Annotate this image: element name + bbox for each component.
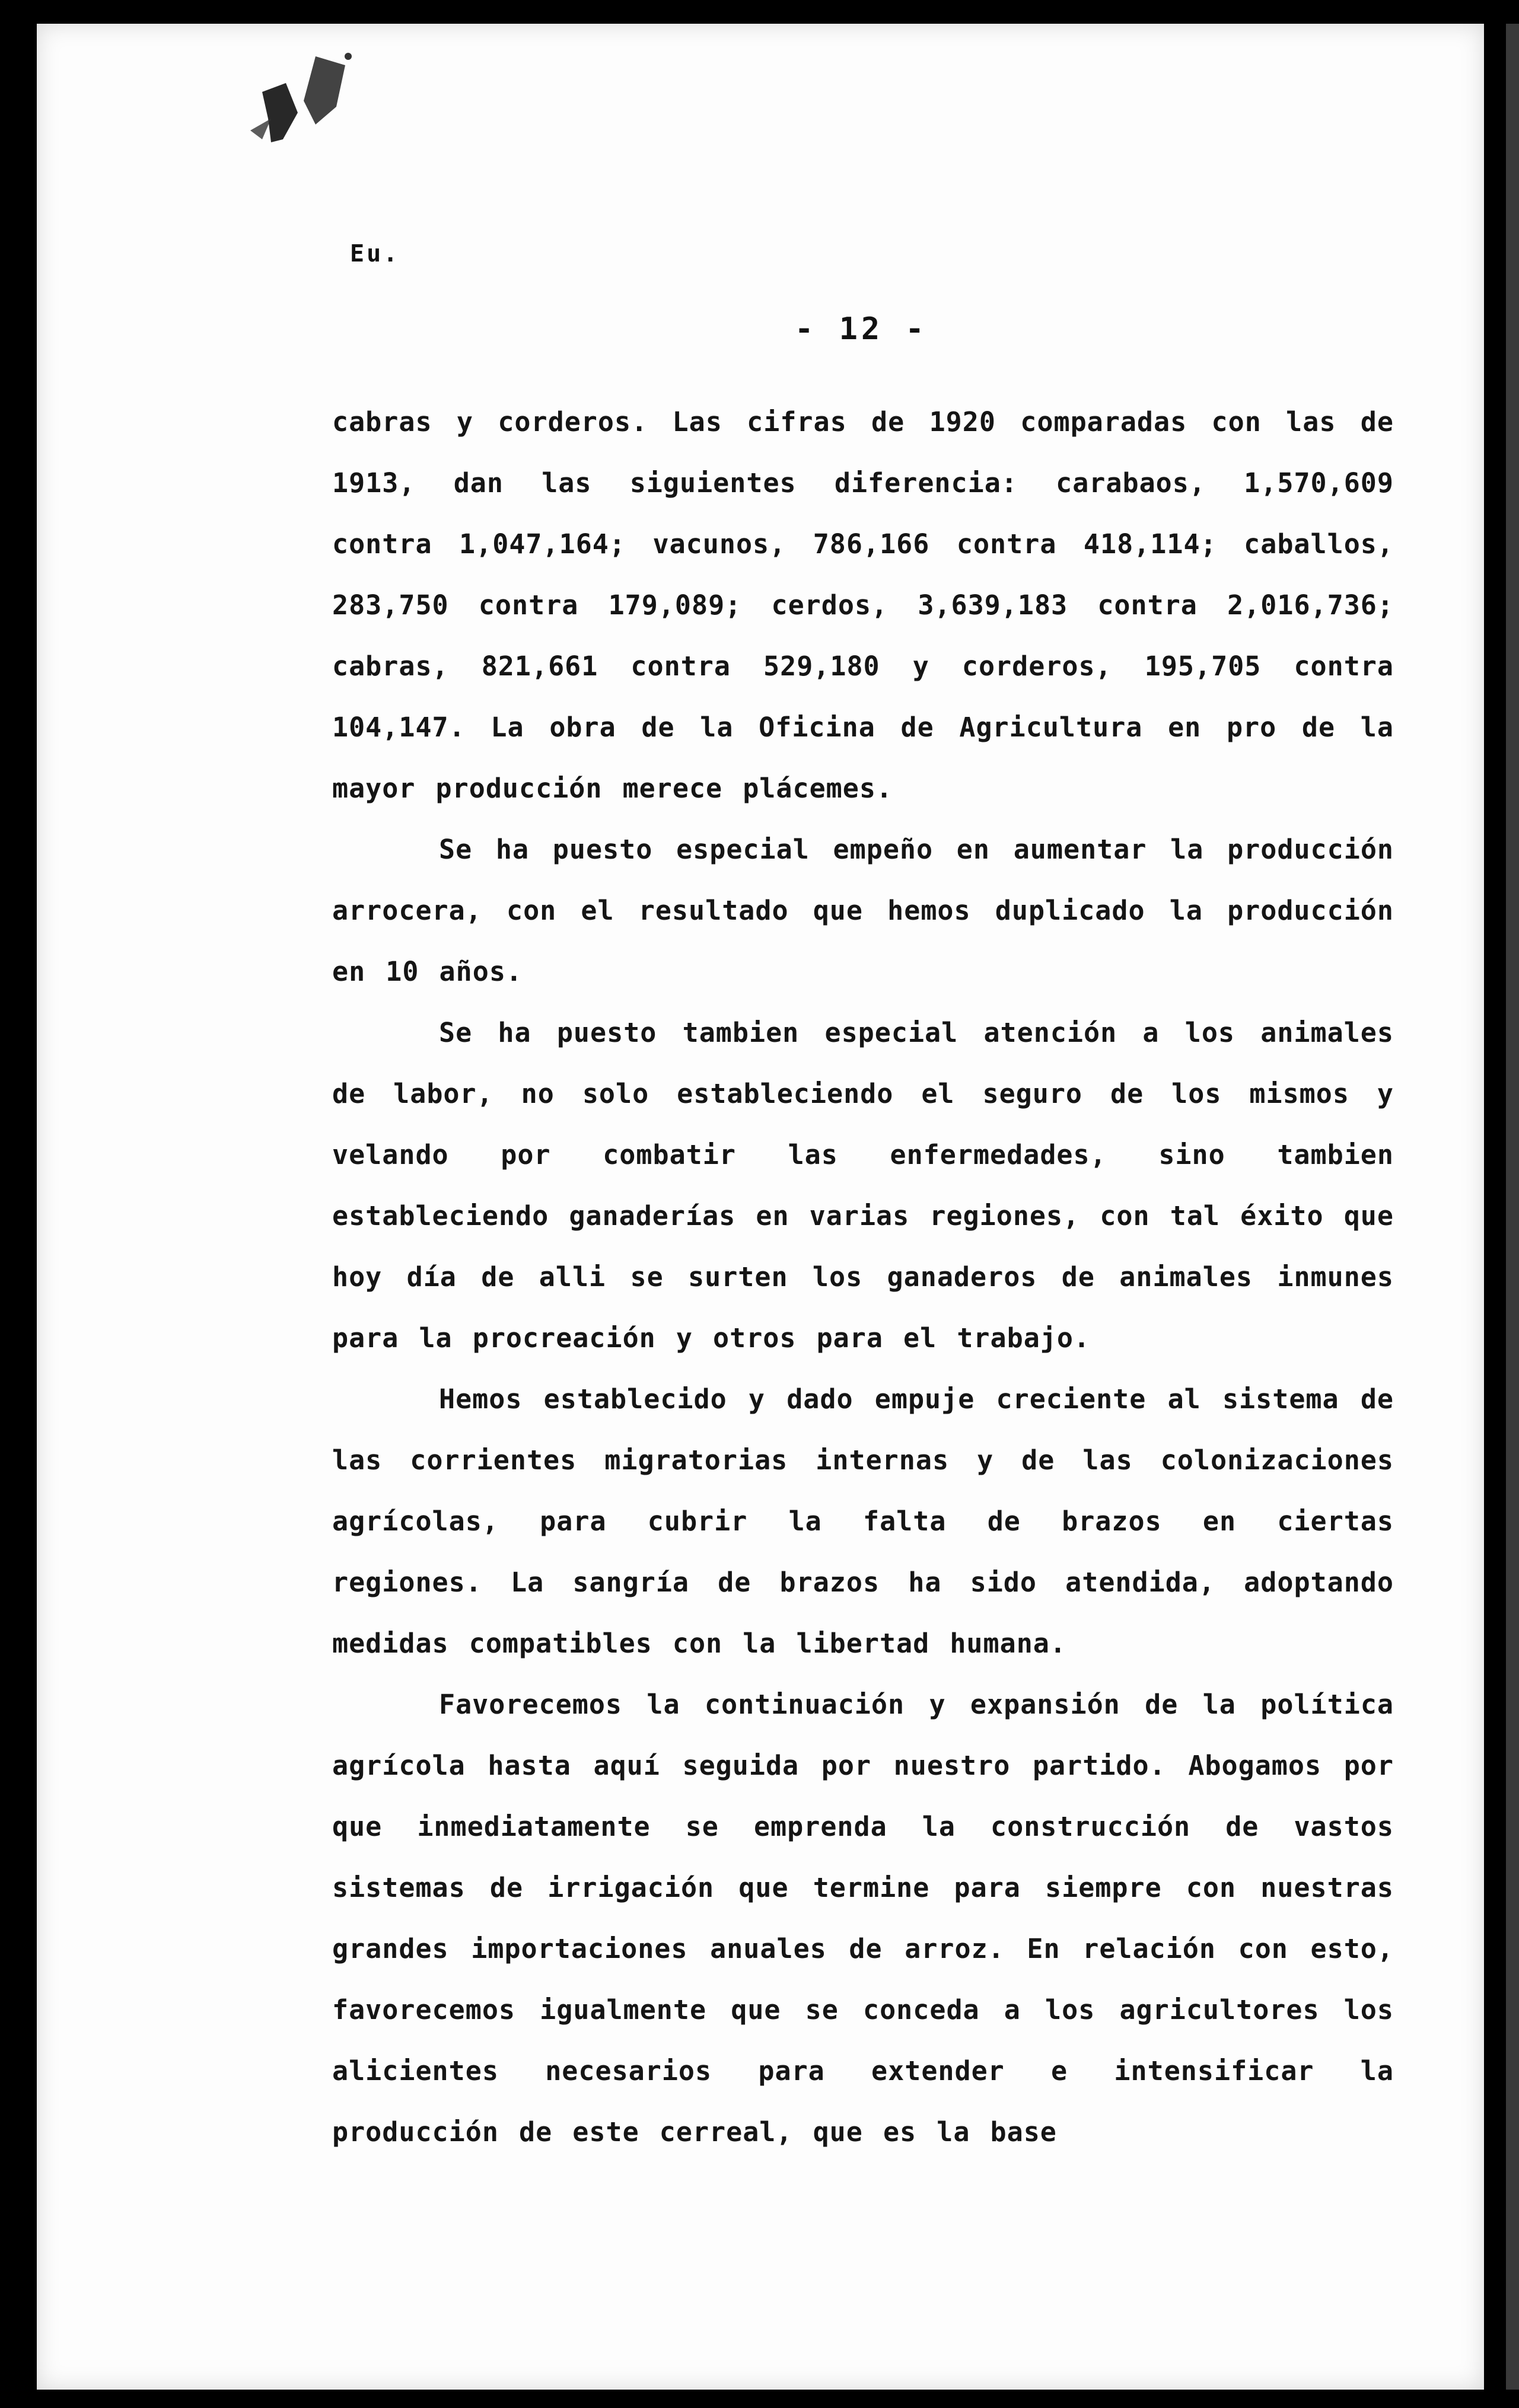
reference-mark: Eu. [350, 240, 400, 267]
paragraph-3: Se ha puesto tambien especial atención a los animales de labor, no solo estableciendo el seguro de los mismos y velando por combatir las enfermedades, sino tambien estableciendo ganaderías en varias regiones, con tal éxito que hoy día de alli se surten los ganaderos de animales inmunes para la procreación y otros para el trabajo. [332, 1017, 1394, 1354]
ink-smudge-marks [37, 24, 393, 202]
body-text [332, 391, 1394, 2163]
page-number: - 12 - [795, 311, 928, 347]
paragraph-2: Se ha puesto especial empeño en aumentar la producción arrocera, con el resultado que hemos duplicado la producción en 10 años. [332, 834, 1394, 987]
page-edge-shadow [1506, 24, 1519, 2390]
paragraph-5: Favorecemos la continuación y expansión de la política agrícola hasta aquí seguida por nuestro partido. Abogamos por que inmediatamente se emprenda la construcción de vastos sistemas de irrigación que termine para siempre con nuestras grandes importaciones anuales de arroz. En relación con esto, favorecemos igualmente que se conceda a los agricultores los alicientes necesarios para extender e intensificar la producción de este cerreal, que es la base [332, 1689, 1394, 2148]
paragraph-1: cabras y corderos. Las cifras de 1920 comparadas con las de 1913, dan las siguientes diferencia: carabaos, 1,570,609 contra 1,047,164; vacunos, 786,166 contra 418,114; caballos, 283,750 contra 179,089; cerdos, 3,639,183 contra 2,016,736; cabras, 821,661 contra 529,180 y corderos, 195,705 contra 104,147. La obra de la Oficina de Agricultura en pro de la mayor producción merece plácemes. [332, 406, 1394, 804]
paragraph-4: Hemos establecido y dado empuje creciente al sistema de las corrientes migratorias internas y de las colonizaciones agrícolas, para cubrir la falta de brazos en ciertas regiones. La sangría de brazos ha sido atendida, adoptando medidas compatibles con la libertad humana. [332, 1383, 1394, 1659]
